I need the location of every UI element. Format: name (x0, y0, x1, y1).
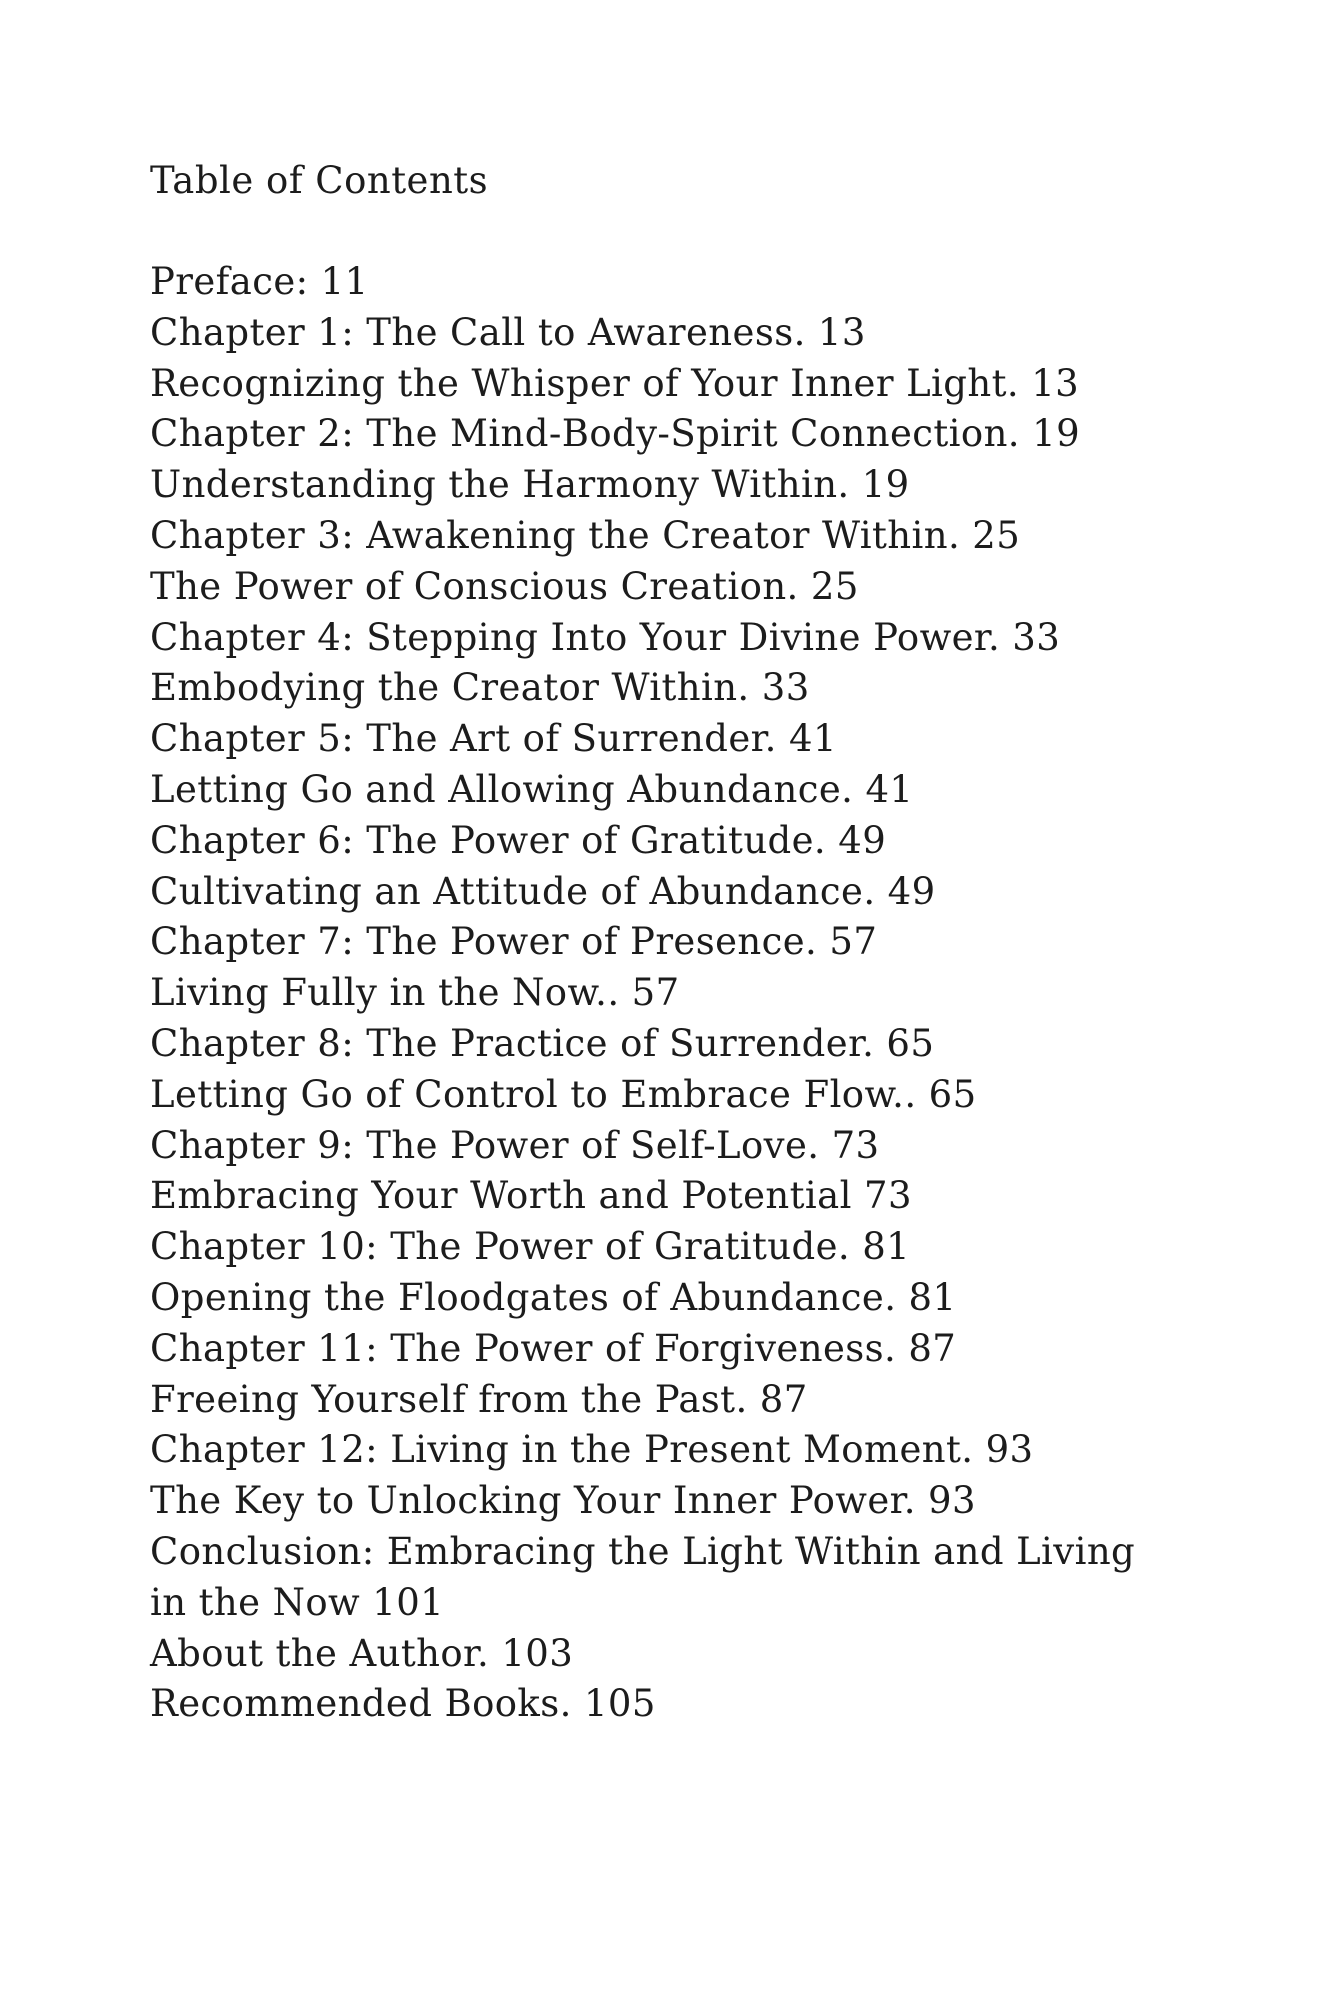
toc-entry-chapter-10-subtitle: Opening the Floodgates of Abundance. 81 (150, 1275, 957, 1319)
toc-entry-chapter-9: Chapter 9: The Power of Self-Love. 73 (150, 1123, 880, 1167)
toc-entry-chapter-12-subtitle: The Key to Unlocking Your Inner Power. 93 (150, 1479, 976, 1523)
toc-entry-chapter-3-subtitle: The Power of Conscious Creation. 25 (150, 564, 859, 608)
toc-entry-chapter-1: Chapter 1: The Call to Awareness. 13 (150, 310, 866, 354)
toc-entry-chapter-1-subtitle: Recognizing the Whisper of Your Inner Light. 13 (150, 361, 1080, 405)
toc-entry-chapter-5: Chapter 5: The Art of Surrender. 41 (150, 717, 837, 761)
toc-entry-chapter-12: Chapter 12: Living in the Present Moment. 93 (150, 1428, 1034, 1472)
toc-entry-conclusion: Conclusion: Embracing the Light Within and Living in the Now 101 (150, 1529, 1136, 1624)
toc-entry-chapter-5-subtitle: Letting Go and Allowing Abundance. 41 (150, 767, 914, 811)
toc-entry-about-author: About the Author. 103 (150, 1631, 574, 1675)
toc-entry-chapter-3: Chapter 3: Awakening the Creator Within. 25 (150, 513, 1021, 557)
toc-entry-chapter-10: Chapter 10: The Power of Gratitude. 81 (150, 1225, 911, 1269)
toc-title: Table of Contents (150, 159, 489, 202)
toc-entry-chapter-8-subtitle: Letting Go of Control to Embrace Flow.. 65 (150, 1072, 977, 1116)
toc-entry-recommended-books: Recommended Books. 105 (150, 1682, 656, 1726)
toc-entry-chapter-8: Chapter 8: The Practice of Surrender. 65 (150, 1021, 935, 1065)
toc-entry-chapter-4: Chapter 4: Stepping Into Your Divine Power. 33 (150, 615, 1061, 659)
toc-entry-chapter-2-subtitle: Understanding the Harmony Within. 19 (150, 463, 910, 507)
toc-entry-chapter-11: Chapter 11: The Power of Forgiveness. 87 (150, 1326, 957, 1370)
toc-entry-preface: Preface: 11 (150, 260, 369, 303)
toc-entry-chapter-7-subtitle: Living Fully in the Now.. 57 (150, 971, 680, 1015)
toc-entry-chapter-9-subtitle: Embracing Your Worth and Potential 73 (150, 1174, 912, 1218)
toc-entry-chapter-4-subtitle: Embodying the Creator Within. 33 (150, 666, 810, 710)
toc-entry-chapter-7: Chapter 7: The Power of Presence. 57 (150, 920, 878, 964)
toc-entry-chapter-11-subtitle: Freeing Yourself from the Past. 87 (150, 1377, 808, 1421)
toc-entry-chapter-6: Chapter 6: The Power of Gratitude. 49 (150, 818, 887, 862)
toc-list (150, 257, 1170, 1730)
toc-entry-chapter-2: Chapter 2: The Mind-Body-Spirit Connection. 19 (150, 412, 1081, 456)
toc-entry-chapter-6-subtitle: Cultivating an Attitude of Abundance. 49 (150, 869, 936, 913)
